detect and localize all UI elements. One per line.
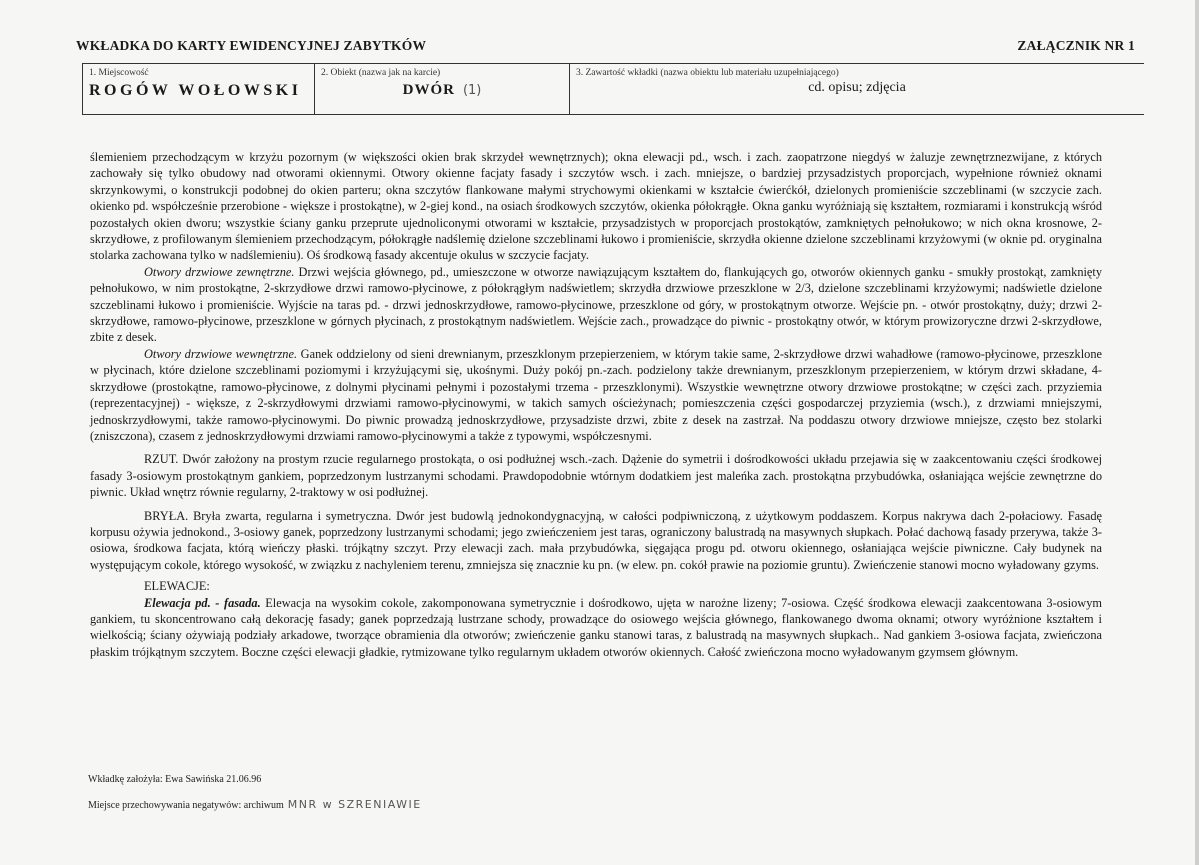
field-contents-value: cd. opisu; zdjęcia	[808, 80, 906, 95]
document-title: WKŁADKA DO KARTY EWIDENCYJNEJ ZABYTKÓW	[76, 38, 427, 53]
south-elevation-text: Elewacja na wysokim cokole, zakomponowana symetrycznie i dośrodkowo, ujęta w narożne lizeny; 7-osiowa. Część środkowa elewacji zaakcentowana 3-osiowym gankiem, tu skoncentrowano całą dekorację fasady; ganek poprzedzają lustrzane schody, prowadzące do osiowego wejścia głównego, flankowanego dwoma oknami; otwory wyróżnione kształtem i wielkością; ściany ożywiają podziały arkadowe, tworzące obramienia dla otworów; zwieńczenie ganku stanowi taras, z balustradą na masywnych słupkach.. Nad gankiem 3-osiowa facjata, zwieńczona płaskim trójkątnym szczytem. Boczne części elewacji gładkie, rytmizowane tylko regularnym układem otworów okiennych. Całość zwieńczona mocno wyładowanym gzymsem głównym.	[90, 595, 1102, 659]
exterior-doors-heading: Otwory drzwiowe zewnętrzne.	[144, 264, 295, 279]
field-object	[314, 64, 569, 114]
negatives-handwritten: MNR w SZRENIAWIE	[287, 798, 422, 811]
interior-doors-heading: Otwory drzwiowe wewnętrzne.	[144, 346, 298, 361]
field-object-label: 2. Obiekt (nazwa jak na karcie)	[321, 68, 441, 78]
description-body	[90, 149, 1102, 660]
paragraph-exterior-doors	[90, 264, 1102, 346]
paragraph-windows: ślemieniem przechodzącym w krzyżu pozornym (w większości okien brak skrzydeł wewnętrznych); okna elewacji pd., wsch. i zach. zaopatrzone niegdyś w żaluzje zewnętrznezwijane, z których zachowały się tylko obudowy nad otworami okiennymi. Otwory okienne facjaty fasady i szczytów wsch. i zach. mniejsze, o bardziej przysadzistych proporcjach, wypełnione również oknami skrzynkowymi, o konstrukcji podobnej do okien parteru; okna szczytów flankowane małymi strychowymi okienkami w kształcie ćwierćkół, dzielonych promieniście szczeblinami (w szczycie zach. okienko pd. współcześnie przerobione - większe i prostokątne), w 2-giej kond., na osiach środkowych szczytów, okienka półokrągłe. Okna ganku wyróżniają się kształtem, rozmiarami i konstrukcją wśród pozostałych okien dworu; wszystkie ściany ganku przeprute ujednoliconymi otworami w kształcie, przysadzistych w proporcjach prostokątów, zamkniętych pełnołukowo; w nich okna krosnowe, 2-skrzydłowe, z profilowanym ślemieniem przechodzącym, półokrągłe nadślemię dzielone szczeblinami łukowo i promieniście, skrzydła okienne dzielone szczeblinami krzyżowymi (w oknie pd. oryginalna stolarka zachowana tylko w nadślemieniu). Oś środkową fasady akcentuje okulus w szczycie facjaty.	[90, 150, 1102, 263]
field-object-handwritten: (1)	[462, 83, 482, 98]
footer-author: Wkładkę założyła: Ewa Sawińska 21.06.96	[88, 774, 262, 785]
south-elevation-heading: Elewacja pd. - fasada.	[144, 595, 261, 610]
exterior-doors-text: Drzwi wejścia głównego, pd., umieszczone w otworze nawiązującym kształtem do, flankujących go, otworów okiennych ganku - smukły prostokąt, zamknięty pełnołukowo, w nim prostokątne, 2-skrzydłowe drzwi ramowo-płycinowe, z półokrągłym nadświetlem; skrzydła drzwiowe przeszklone w 2/3, dzielone szczeblinami krzyżowymi; nadświetle dzielone szczeblinami łukowo i promieniście. Wyjście na taras pd. - drzwi jednoskrzydłowe, ramowo-płycinowe, przeszklone od góry, w prostokątnym otworze. Wejście pn. - otwór prostokątny, duży; drzwi 2-skrzydłowe, ramowo-płycinowe, przeszklone w górnych płycinach, z prostokątnym nadświetlem. Wejście zach., prowadzące do piwnic - prostokątny otwór, w którym prowizoryczne drzwi 2-skrzydłowe, zbite z desek.	[90, 264, 1103, 345]
paragraph-interior-doors	[90, 346, 1102, 444]
field-object-value-wrap	[321, 82, 563, 99]
paragraph-plan: RZUT. Dwór założony na prostym rzucie regularnego prostokąta, o osi podłużnej wsch.-zach. Dążenie do symetrii i dośrodkowości układu przejawia się w zaakcentowaniu części środkowej fasady 3-osiowym prostokątnym gankiem, poprzedzonym lustrzanymi schodami. Prawdopodobnie wtórnym dodatkiem jest maleńka zach. prostokątna przybudówka, osłaniająca wejście zewnętrzne do piwnic. Układ wnętrz równie regularny, 2-traktowy w osi podłużnej.	[90, 452, 1102, 500]
field-object-value: DWÓR	[402, 82, 455, 98]
annex-number: ZAŁĄCZNIK NR 1	[1017, 38, 1135, 53]
footer-negatives	[88, 798, 422, 811]
negatives-label: Miejsce przechowywania negatywów: archiwum	[88, 800, 284, 811]
field-contents	[569, 64, 1144, 114]
document-header	[76, 38, 1135, 54]
paragraph-massing: BRYŁA. Bryła zwarta, regularna i symetryczna. Dwór jest budowlą jednokondygnacyjną, w całości podpiwniczoną, z użytkowym poddaszem. Korpus nakrywa dach 2-połaciowy. Fasadę korpusu ożywia jednokond., 3-osiowy ganek, poprzedzony lustrzanymi schodami; jego zwieńczeniem jest taras, ograniczony balustradą na masywnych słupkach. Połać dachową fasady przerywa, także 3-osiowa, środkowa facjata, którą wieńczy płaski. trójkątny szczyt. Przy elewacji zach. mała przybudówka, sięgająca progu pd. otworu okiennego, osłaniająca wejście piwniczne. Cały budynek na występującym cokole, którego wysokość, w związku z nachyleniem terenu, zmniejsza się znacznie ku pn. (w elew. pn. cokół prawie na poziomie gruntu). Zwieńczenie stanowi mocno wyładowany gzyms.	[90, 508, 1102, 572]
paragraph-south-elevation	[90, 595, 1102, 661]
field-locality-value: ROGÓW WOŁOWSKI	[89, 82, 302, 99]
elevations-heading: ELEWACJE:	[144, 579, 210, 594]
interior-doors-text: Ganek oddzielony od sieni drewnianym, przeszklonym przepierzeniem, w którym takie same, 2-skrzydłowe drzwi wahadłowe (ramowo-płycinowe, przeszklone w płycinach, które dzielone szczeblinami poziomymi i krzyżującymi się, ukośnymi. Duży pokój pn.-zach. podzielony także drewnianym, przeszklonym przepierzeniem, w którym drzwi składane, 4-skrzydłowe (prostokątne, ramowo-płycinowe, z dolnymi płycinami pełnymi i pozostałymi trzema - przeszklonymi). Wszystkie wewnętrzne otwory drzwiowe prostokątne; w części zach. przyziemia (reprezentacyjnej) - większe, z 2-skrzydłowymi drzwiami ramowo-płycinowymi, w takich samych ościeżynach; pomieszczenia części gospodarczej przyziemia (wsch.), z drzwiami mniejszymi, jednoskrzydłowymi, także ramowo-płycinowymi. Do piwnic prowadzą jednoskrzydłowe, przysadziste drzwi, zbite z desek na zastrzał. Na poddaszu otwory drzwiowe mniejsze, często bez stolarki (zniszczona), czasem z jednoskrzydłowymi drzwiami ramowo-płycinowymi a także z typowymi, współczesnymi.	[90, 346, 1102, 443]
page-edge	[1195, 0, 1199, 865]
field-locality	[82, 64, 314, 114]
field-contents-label: 3. Zawartość wkładki (nazwa obiektu lub materiału uzupełniającego)	[576, 68, 839, 78]
field-locality-label: 1. Miejscowość	[89, 68, 149, 78]
header-fields	[82, 63, 1144, 115]
